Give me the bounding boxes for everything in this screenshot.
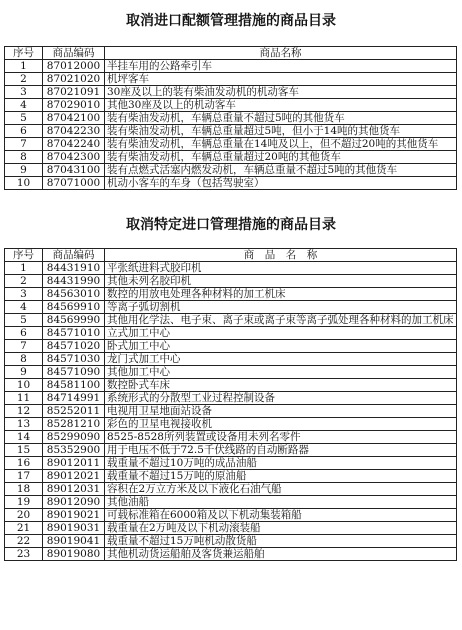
cell-code: 89019080 [43,548,105,561]
table-row [5,496,457,509]
table-row [5,431,457,444]
cell-name: 机动小客车的车身（包括驾驶室） [105,177,457,190]
table-row [5,112,457,125]
cell-name: 半挂车用的公路牵引车 [105,60,457,73]
cell-code: 87021020 [43,73,105,86]
cell-name: 数控的用放电处理各种材料的加工机床 [105,288,457,301]
section2-title: 取消特定进口管理措施的商品目录 [126,217,336,233]
cell-name: 数控卧式车床 [105,379,457,392]
cell-code: 85252011 [43,405,105,418]
cell-name: 30座及以上的装有柴油发动机的机动客车 [105,86,457,99]
cell-code: 84569990 [43,314,105,327]
cell-name: 其他未列名胶印机 [105,275,457,288]
cell-name: 龙门式加工中心 [105,353,457,366]
table-row [5,99,457,112]
cell-name: 载重量不超过10万吨的成品油船 [105,457,457,470]
table-row [5,86,457,99]
cell-code: 87043100 [43,164,105,177]
cell-name: 装有柴油发动机，车辆总重量在14吨及以上，但不超过20吨的其他货车 [105,138,457,151]
cell-name: 等离子弧切割机 [105,301,457,314]
cell-seq: 8 [5,151,43,164]
cell-seq: 10 [5,177,43,190]
table-row [5,301,457,314]
cell-seq: 15 [5,444,43,457]
cell-seq: 3 [5,86,43,99]
cell-seq: 6 [5,125,43,138]
cell-code: 89019031 [43,522,105,535]
cell-seq: 2 [5,275,43,288]
cell-code: 87012000 [43,60,105,73]
cell-seq: 1 [5,262,43,275]
table-row [5,444,457,457]
cell-code: 87029010 [43,99,105,112]
cell-seq: 6 [5,327,43,340]
cell-code: 84431910 [43,262,105,275]
cell-code: 89019041 [43,535,105,548]
cell-name: 彩色的卫星电视接收机 [105,418,457,431]
cell-name: 载重量不超过15万吨的原油船 [105,470,457,483]
cell-code: 89012031 [43,483,105,496]
cell-seq: 3 [5,288,43,301]
table-row [5,125,457,138]
cell-code: 87042100 [43,112,105,125]
cell-name: 卧式加工中心 [105,340,457,353]
cell-name: 容积在2万立方米及以下液化石油气船 [105,483,457,496]
cell-seq: 7 [5,138,43,151]
cell-code: 84571010 [43,327,105,340]
cell-name: 立式加工中心 [105,327,457,340]
cell-seq: 20 [5,509,43,522]
cell-seq: 19 [5,496,43,509]
cell-code: 89012021 [43,470,105,483]
import-measures-table [4,248,457,561]
cell-seq: 9 [5,164,43,177]
cell-code: 84581100 [43,379,105,392]
cell-code: 89012090 [43,496,105,509]
cell-seq: 17 [5,470,43,483]
cell-code: 84563010 [43,288,105,301]
table-row [5,353,457,366]
table-row [5,457,457,470]
cell-seq: 7 [5,340,43,353]
table-row [5,288,457,301]
cell-seq: 23 [5,548,43,561]
cell-code: 84571090 [43,366,105,379]
cell-name: 载重量在2万吨及以下机动滚装船 [105,522,457,535]
cell-seq: 2 [5,73,43,86]
table-row [5,60,457,73]
header-code: 商品编码 [43,47,105,60]
cell-name: 其他加工中心 [105,366,457,379]
cell-code: 84569910 [43,301,105,314]
cell-seq: 12 [5,405,43,418]
cell-name: 电视用卫星地面站设备 [105,405,457,418]
cell-name: 其他机动货运船舶及客货兼运船舶 [105,548,457,561]
table-row [5,392,457,405]
cell-name: 装有柴油发动机，车辆总重量超过20吨的其他货车 [105,151,457,164]
cell-code: 85281210 [43,418,105,431]
cell-seq: 22 [5,535,43,548]
table-row [5,138,457,151]
table-row [5,509,457,522]
cell-seq: 14 [5,431,43,444]
cell-code: 87042230 [43,125,105,138]
cell-code: 84431990 [43,275,105,288]
cell-seq: 11 [5,392,43,405]
table-row [5,164,457,177]
cell-name: 其他30座及以上的机动客车 [105,99,457,112]
cell-seq: 4 [5,99,43,112]
table-row [5,548,457,561]
cell-name: 用于电压不低于72.5千伏线路的自动断路器 [105,444,457,457]
cell-seq: 10 [5,379,43,392]
cell-name: 其他油船 [105,496,457,509]
header-name: 商品名称 [105,47,457,60]
cell-name: 机坪客车 [105,73,457,86]
cell-seq: 8 [5,353,43,366]
section1-title: 取消进口配额管理措施的商品目录 [126,13,336,29]
cell-name: 装有柴油发动机，车辆总重量不超过5吨的其他货车 [105,112,457,125]
table-row [5,314,457,327]
quota-table [4,46,457,190]
header-name: 商 品 名 称 [105,249,457,262]
cell-seq: 5 [5,112,43,125]
cell-seq: 1 [5,60,43,73]
cell-seq: 16 [5,457,43,470]
table-row [5,366,457,379]
table-row [5,340,457,353]
cell-code: 89012011 [43,457,105,470]
table-row [5,405,457,418]
cell-code: 85352900 [43,444,105,457]
table-row [5,262,457,275]
table-row [5,483,457,496]
table-row [5,535,457,548]
cell-seq: 9 [5,366,43,379]
cell-seq: 5 [5,314,43,327]
cell-code: 87071000 [43,177,105,190]
cell-name: 系统形式的分散型工业过程控制设备 [105,392,457,405]
cell-name: 可载标准箱在6000箱及以下机动集装箱船 [105,509,457,522]
table-row [5,522,457,535]
table-row [5,470,457,483]
table-row [5,379,457,392]
cell-name: 平张纸进料式胶印机 [105,262,457,275]
cell-name: 装有柴油发动机，车辆总重量超过5吨，但小于14吨的其他货车 [105,125,457,138]
cell-name: 载重量不超过15万吨机动散货船 [105,535,457,548]
cell-code: 87021091 [43,86,105,99]
header-seq: 序号 [5,249,43,262]
cell-name: 其他用化学法、电子束、离子束或离子束等离子弧处理各种材料的加工机床 [105,314,457,327]
cell-seq: 18 [5,483,43,496]
cell-code: 84714991 [43,392,105,405]
cell-seq: 13 [5,418,43,431]
table-row [5,151,457,164]
table-row [5,418,457,431]
header-seq: 序号 [5,47,43,60]
cell-name: 装有点燃式活塞内燃发动机，车辆总重量不超过5吨的其他货车 [105,164,457,177]
table-row [5,73,457,86]
cell-code: 87042300 [43,151,105,164]
cell-code: 84571030 [43,353,105,366]
cell-seq: 4 [5,301,43,314]
table-row [5,177,457,190]
table-row [5,327,457,340]
cell-code: 89019021 [43,509,105,522]
header-code: 商品编码 [43,249,105,262]
cell-code: 84571020 [43,340,105,353]
cell-code: 87042240 [43,138,105,151]
cell-code: 85299090 [43,431,105,444]
table-row [5,275,457,288]
table-header-row [5,249,457,262]
cell-name: 8525-8528所列装置或设备用未列名零件 [105,431,457,444]
cell-seq: 21 [5,522,43,535]
table-header-row [5,47,457,60]
